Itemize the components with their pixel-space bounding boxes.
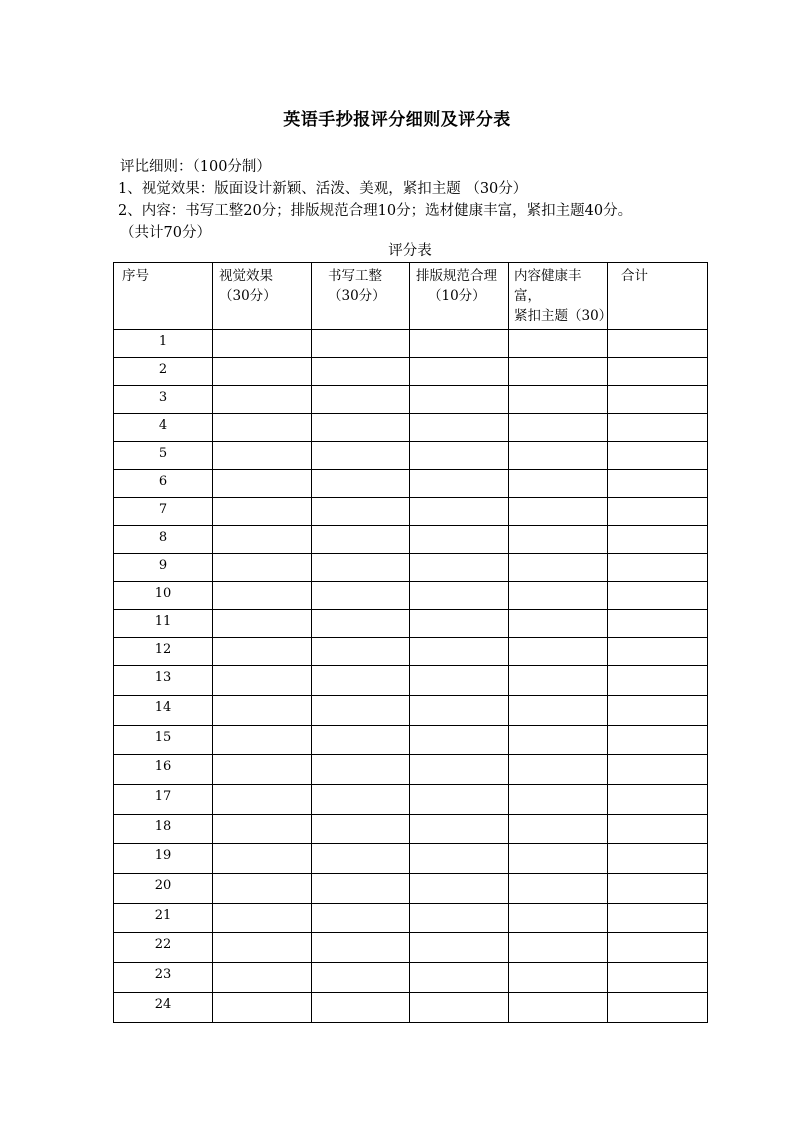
- table-row: [114, 696, 708, 726]
- table-row: [114, 666, 708, 696]
- total-score-cell[interactable]: [608, 498, 708, 526]
- content-score-cell[interactable]: [509, 874, 608, 904]
- layout-score-cell[interactable]: [410, 442, 509, 470]
- total-score-cell[interactable]: [608, 554, 708, 582]
- visual-score-cell[interactable]: [213, 785, 312, 815]
- content-score-cell[interactable]: [509, 470, 608, 498]
- layout-score-cell[interactable]: [410, 386, 509, 414]
- visual-score-cell[interactable]: [213, 874, 312, 904]
- row-number: 5: [114, 442, 213, 470]
- visual-score-cell[interactable]: [213, 414, 312, 442]
- handwriting-score-cell[interactable]: [312, 963, 410, 993]
- handwriting-score-cell[interactable]: [312, 470, 410, 498]
- layout-score-cell[interactable]: [410, 963, 509, 993]
- row-number: 17: [114, 785, 213, 815]
- layout-score-cell[interactable]: [410, 610, 509, 638]
- col-header-visual-points: （30分）: [219, 288, 277, 304]
- row-number: 6: [114, 470, 213, 498]
- content-score-cell[interactable]: [509, 755, 608, 785]
- row-number: 10: [114, 582, 213, 610]
- layout-score-cell[interactable]: [410, 498, 509, 526]
- table-row: [114, 386, 708, 414]
- total-score-cell[interactable]: [608, 844, 708, 874]
- visual-score-cell[interactable]: [213, 638, 312, 666]
- col-header-handwriting-points: （30分）: [328, 288, 386, 304]
- table-row: [114, 963, 708, 993]
- col-header-handwriting: [312, 263, 410, 330]
- row-number: 21: [114, 904, 213, 933]
- table-row: [114, 610, 708, 638]
- row-number: 14: [114, 696, 213, 726]
- handwriting-score-cell[interactable]: [312, 696, 410, 726]
- content-score-cell[interactable]: [509, 582, 608, 610]
- table-row: [114, 330, 708, 358]
- table-row: [114, 582, 708, 610]
- col-header-total: [608, 263, 708, 330]
- table-row: [114, 442, 708, 470]
- table-row: [114, 874, 708, 904]
- row-number: 7: [114, 498, 213, 526]
- total-score-cell[interactable]: [608, 815, 708, 844]
- table-row: [114, 554, 708, 582]
- handwriting-score-cell[interactable]: [312, 442, 410, 470]
- handwriting-score-cell[interactable]: [312, 904, 410, 933]
- score-table: [113, 262, 708, 1023]
- visual-score-cell[interactable]: [213, 993, 312, 1023]
- row-number: 24: [114, 993, 213, 1023]
- visual-score-cell[interactable]: [213, 904, 312, 933]
- visual-score-cell[interactable]: [213, 755, 312, 785]
- content-score-cell[interactable]: [509, 933, 608, 963]
- layout-score-cell[interactable]: [410, 554, 509, 582]
- handwriting-score-cell[interactable]: [312, 638, 410, 666]
- total-score-cell[interactable]: [608, 526, 708, 554]
- row-number: 20: [114, 874, 213, 904]
- handwriting-score-cell[interactable]: [312, 358, 410, 386]
- table-header-row: [114, 263, 708, 330]
- handwriting-score-cell[interactable]: [312, 933, 410, 963]
- col-header-index: [114, 263, 213, 330]
- layout-score-cell[interactable]: [410, 785, 509, 815]
- layout-score-cell[interactable]: [410, 582, 509, 610]
- table-row: [114, 755, 708, 785]
- visual-score-cell[interactable]: [213, 933, 312, 963]
- total-score-cell[interactable]: [608, 638, 708, 666]
- rule-content: 2、内容：书写工整20分；排版规范合理10分；选材健康丰富，紧扣主题40分。: [118, 203, 633, 219]
- visual-score-cell[interactable]: [213, 844, 312, 874]
- handwriting-score-cell[interactable]: [312, 874, 410, 904]
- row-number: 16: [114, 755, 213, 785]
- row-number: 11: [114, 610, 213, 638]
- visual-score-cell[interactable]: [213, 963, 312, 993]
- layout-score-cell[interactable]: [410, 904, 509, 933]
- total-score-cell[interactable]: [608, 726, 708, 755]
- row-number: 19: [114, 844, 213, 874]
- rules-header: 评比细则：（100分制）: [120, 159, 271, 175]
- layout-score-cell[interactable]: [410, 666, 509, 696]
- content-score-cell[interactable]: [509, 785, 608, 815]
- col-header-content: [509, 263, 613, 330]
- total-score-cell[interactable]: [608, 470, 708, 498]
- total-score-cell[interactable]: [608, 993, 708, 1023]
- content-score-cell[interactable]: [509, 498, 608, 526]
- table-row: [114, 638, 708, 666]
- visual-score-cell[interactable]: [213, 442, 312, 470]
- visual-score-cell[interactable]: [213, 498, 312, 526]
- table-row: [114, 844, 708, 874]
- layout-score-cell[interactable]: [410, 726, 509, 755]
- content-score-cell[interactable]: [509, 844, 608, 874]
- handwriting-score-cell[interactable]: [312, 582, 410, 610]
- rule-total: （共计70分）: [120, 225, 211, 241]
- handwriting-score-cell[interactable]: [312, 498, 410, 526]
- layout-score-cell[interactable]: [410, 526, 509, 554]
- handwriting-score-cell[interactable]: [312, 815, 410, 844]
- row-number: 15: [114, 726, 213, 755]
- table-row: [114, 526, 708, 554]
- visual-score-cell[interactable]: [213, 386, 312, 414]
- total-score-cell[interactable]: [608, 904, 708, 933]
- content-score-cell[interactable]: [509, 414, 608, 442]
- total-score-cell[interactable]: [608, 582, 708, 610]
- layout-score-cell[interactable]: [410, 330, 509, 358]
- total-score-cell[interactable]: [608, 785, 708, 815]
- rule-visual: 1、视觉效果：版面设计新颖、活泼、美观，紧扣主题 （30分）: [118, 181, 528, 197]
- content-score-cell[interactable]: [509, 330, 608, 358]
- row-number: 12: [114, 638, 213, 666]
- handwriting-score-cell[interactable]: [312, 755, 410, 785]
- total-score-cell[interactable]: [608, 386, 708, 414]
- col-header-layout: [410, 263, 509, 330]
- content-score-cell[interactable]: [509, 726, 608, 755]
- layout-score-cell[interactable]: [410, 470, 509, 498]
- total-score-cell[interactable]: [608, 358, 708, 386]
- total-score-cell[interactable]: [608, 414, 708, 442]
- visual-score-cell[interactable]: [213, 666, 312, 696]
- handwriting-score-cell[interactable]: [312, 726, 410, 755]
- handwriting-score-cell[interactable]: [312, 386, 410, 414]
- handwriting-score-cell[interactable]: [312, 414, 410, 442]
- visual-score-cell[interactable]: [213, 330, 312, 358]
- layout-score-cell[interactable]: [410, 358, 509, 386]
- content-score-cell[interactable]: [509, 993, 608, 1023]
- score-table-body: [114, 330, 708, 1023]
- table-row: [114, 726, 708, 755]
- layout-score-cell[interactable]: [410, 638, 509, 666]
- total-score-cell[interactable]: [608, 874, 708, 904]
- col-header-index-label: 序号: [122, 268, 149, 284]
- visual-score-cell[interactable]: [213, 470, 312, 498]
- table-row: [114, 993, 708, 1023]
- col-header-content-points: 紧扣主题（30）: [514, 308, 613, 324]
- layout-score-cell[interactable]: [410, 414, 509, 442]
- col-header-visual-label: 视觉效果: [219, 268, 273, 284]
- content-score-cell[interactable]: [509, 963, 608, 993]
- handwriting-score-cell[interactable]: [312, 526, 410, 554]
- row-number: 2: [114, 358, 213, 386]
- handwriting-score-cell[interactable]: [312, 554, 410, 582]
- total-score-cell[interactable]: [608, 963, 708, 993]
- rules-section: [118, 156, 758, 244]
- table-row: [114, 358, 708, 386]
- content-score-cell[interactable]: [509, 904, 608, 933]
- layout-score-cell[interactable]: [410, 755, 509, 785]
- table-row: [114, 815, 708, 844]
- row-number: 23: [114, 963, 213, 993]
- row-number: 18: [114, 815, 213, 844]
- table-row: [114, 933, 708, 963]
- row-number: 9: [114, 554, 213, 582]
- total-score-cell[interactable]: [608, 610, 708, 638]
- table-row: [114, 498, 708, 526]
- content-score-cell[interactable]: [509, 386, 608, 414]
- layout-score-cell[interactable]: [410, 844, 509, 874]
- visual-score-cell[interactable]: [213, 696, 312, 726]
- content-score-cell[interactable]: [509, 696, 608, 726]
- document-title: 英语手抄报评分细则及评分表: [283, 110, 511, 130]
- total-score-cell[interactable]: [608, 696, 708, 726]
- visual-score-cell[interactable]: [213, 815, 312, 844]
- handwriting-score-cell[interactable]: [312, 844, 410, 874]
- content-score-cell[interactable]: [509, 638, 608, 666]
- content-score-cell[interactable]: [509, 815, 608, 844]
- visual-score-cell[interactable]: [213, 582, 312, 610]
- layout-score-cell[interactable]: [410, 874, 509, 904]
- content-score-cell[interactable]: [509, 526, 608, 554]
- row-number: 4: [114, 414, 213, 442]
- visual-score-cell[interactable]: [213, 610, 312, 638]
- col-header-layout-points: （10分）: [428, 288, 486, 304]
- visual-score-cell[interactable]: [213, 554, 312, 582]
- content-score-cell[interactable]: [509, 442, 608, 470]
- row-number: 22: [114, 933, 213, 963]
- layout-score-cell[interactable]: [410, 696, 509, 726]
- table-row: [114, 414, 708, 442]
- total-score-cell[interactable]: [608, 666, 708, 696]
- row-number: 13: [114, 666, 213, 696]
- handwriting-score-cell[interactable]: [312, 330, 410, 358]
- col-header-total-label: 合计: [621, 268, 648, 284]
- row-number: 3: [114, 386, 213, 414]
- total-score-cell[interactable]: [608, 755, 708, 785]
- layout-score-cell[interactable]: [410, 993, 509, 1023]
- table-row: [114, 904, 708, 933]
- col-header-handwriting-label: 书写工整: [328, 268, 382, 284]
- row-number: 8: [114, 526, 213, 554]
- table-row: [114, 470, 708, 498]
- row-number: 1: [114, 330, 213, 358]
- content-score-cell[interactable]: [509, 554, 608, 582]
- visual-score-cell[interactable]: [213, 726, 312, 755]
- total-score-cell[interactable]: [608, 933, 708, 963]
- table-row: [114, 785, 708, 815]
- handwriting-score-cell[interactable]: [312, 785, 410, 815]
- layout-score-cell[interactable]: [410, 815, 509, 844]
- handwriting-score-cell[interactable]: [312, 666, 410, 696]
- handwriting-score-cell[interactable]: [312, 993, 410, 1023]
- total-score-cell[interactable]: [608, 330, 708, 358]
- layout-score-cell[interactable]: [410, 933, 509, 963]
- content-score-cell[interactable]: [509, 610, 608, 638]
- col-header-visual: [213, 263, 312, 330]
- content-score-cell[interactable]: [509, 358, 608, 386]
- content-score-cell[interactable]: [509, 666, 608, 696]
- visual-score-cell[interactable]: [213, 358, 312, 386]
- col-header-layout-label: 排版规范合理: [416, 268, 497, 284]
- handwriting-score-cell[interactable]: [312, 610, 410, 638]
- total-score-cell[interactable]: [608, 442, 708, 470]
- table-caption: 评分表: [388, 243, 432, 259]
- visual-score-cell[interactable]: [213, 526, 312, 554]
- col-header-content-label: 内容健康丰富，: [514, 268, 582, 304]
